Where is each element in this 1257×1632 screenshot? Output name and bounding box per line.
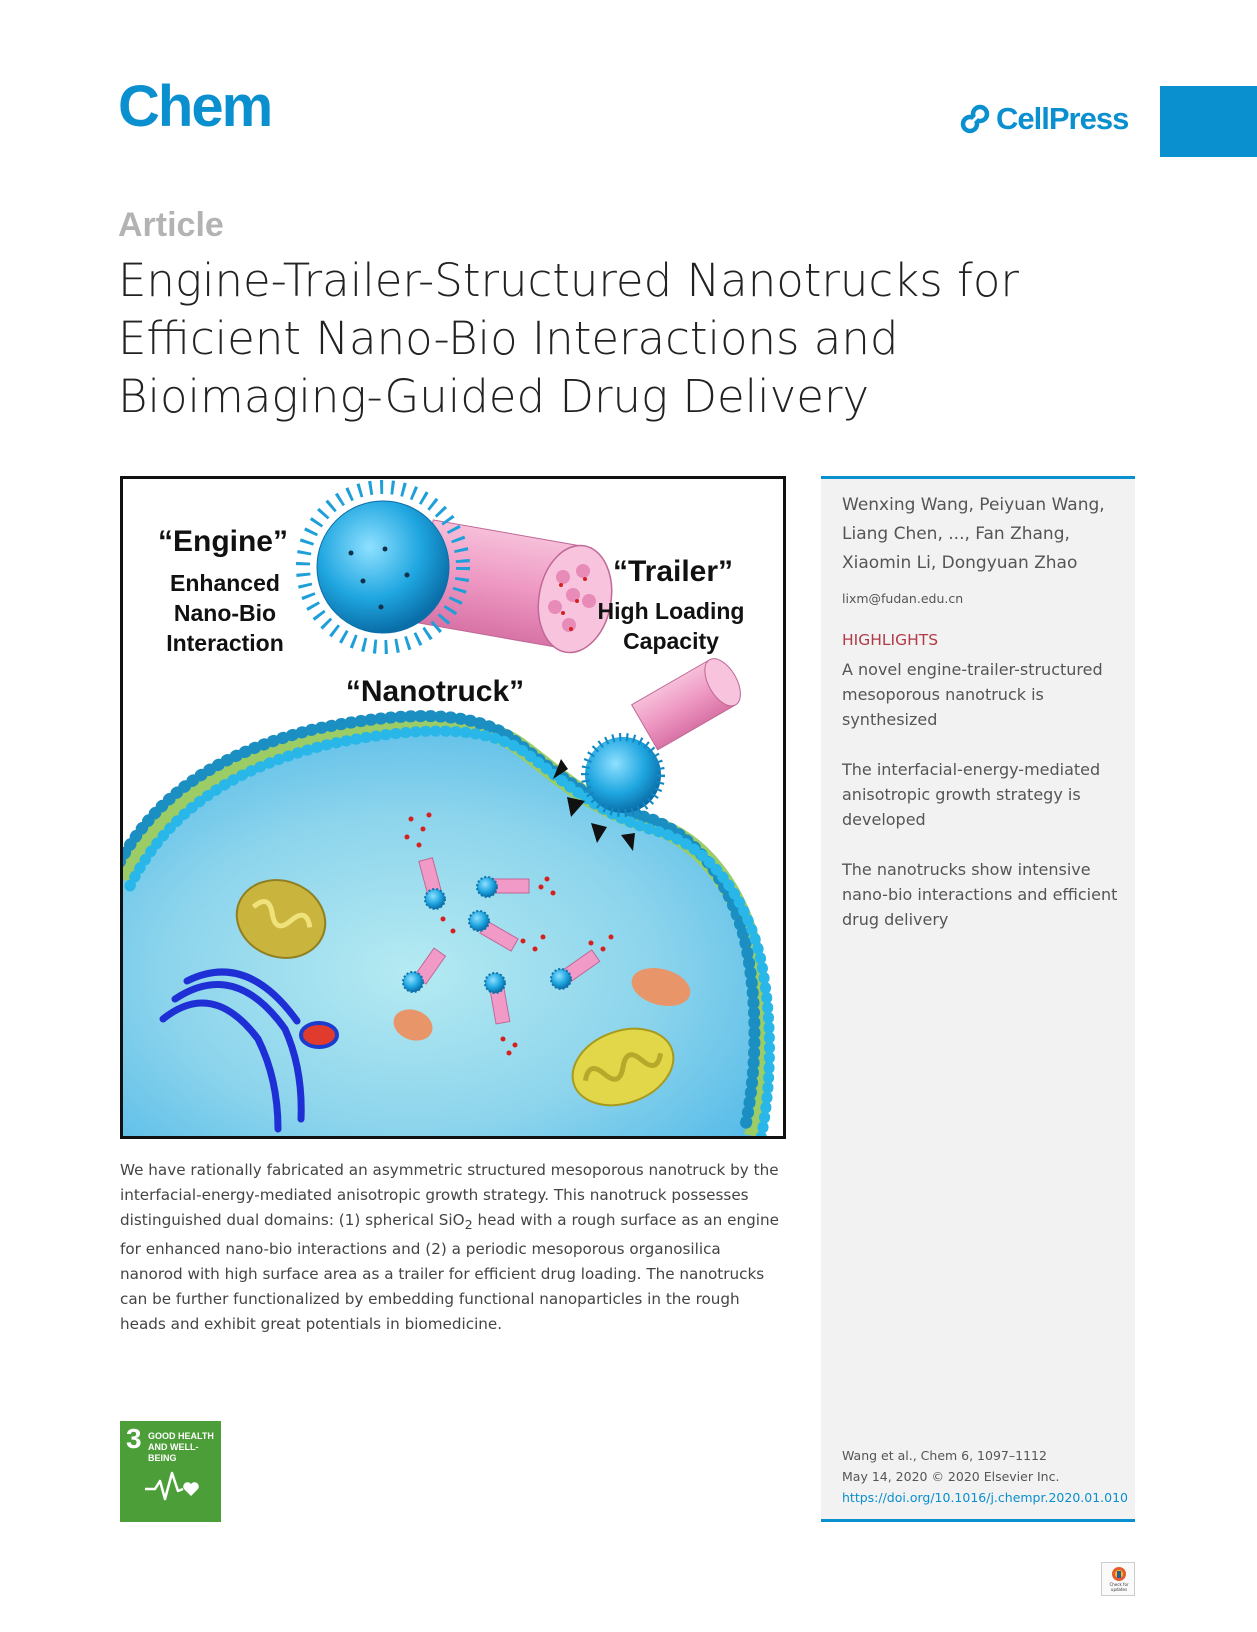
- nucleus-icon: [301, 1023, 337, 1047]
- graphical-abstract-summary: [120, 1158, 780, 1337]
- highlight-item: A novel engine-trailer-structured mesoporous nanotruck is synthesized: [842, 660, 1103, 729]
- summary-subscript: 2: [464, 1217, 473, 1233]
- citation-date: May 14, 2020 © 2020 Elsevier Inc.: [842, 1469, 1060, 1484]
- highlights-heading: HIGHLIGHTS: [842, 631, 939, 649]
- trailer-desc-line2: Capacity: [623, 628, 719, 654]
- article-title: Engine-Trailer-Structured Nanotrucks for Efficient Nano-Bio Interactions and Bioimaging-Guided Drug Delivery: [118, 254, 1019, 423]
- highlight-item: The nanotrucks show intensive nano-bio interactions and efficient drug delivery: [842, 860, 1118, 929]
- engine-label: “Engine”: [157, 525, 289, 558]
- engine-desc-line2: Nano-Bio: [173, 600, 277, 626]
- sdg-number: 3: [126, 1423, 142, 1454]
- author-list: Wenxing Wang, Peiyuan Wang, Liang Chen, ..., Fan Zhang, Xiaomin Li, Dongyuan Zhao: [842, 495, 1105, 573]
- publisher-logo: [960, 103, 1128, 134]
- journal-logo: Chem: [118, 74, 272, 139]
- check-for-updates-label: Check for updates: [1109, 1582, 1129, 1592]
- brand-tab: [1160, 86, 1257, 157]
- engine-desc-line3: Interaction: [166, 630, 284, 656]
- doi-link[interactable]: https://doi.org/10.1016/j.chempr.2020.01.010: [842, 1490, 1128, 1505]
- check-for-updates-button[interactable]: [1101, 1562, 1135, 1596]
- cellpress-icon: [960, 104, 990, 134]
- publisher-name: CellPress: [996, 101, 1129, 136]
- highlights-list: [842, 657, 1127, 957]
- engine-desc-line1: Enhanced: [170, 570, 280, 596]
- citation-reference: Wang et al., Chem 6, 1097–1112: [842, 1448, 1047, 1463]
- bookmark-icon: [1111, 1566, 1127, 1582]
- article-type: Article: [118, 206, 224, 244]
- corresponding-email[interactable]: lixm@fudan.edu.cn: [842, 591, 964, 606]
- highlight-item: The interfacial-energy-mediated anisotropic growth strategy is developed: [842, 760, 1101, 829]
- trailer-desc-line1: High Loading: [597, 598, 745, 624]
- article-sidebar: [821, 476, 1135, 1522]
- sdg-label: GOOD HEALTH AND WELL-BEING: [148, 1431, 214, 1463]
- summary-text-part1: We have rationally fabricated an asymmetric structured mesoporous nanotruck by the interfacial-energy-mediated anisotropic growth strategy. This nanotruck possesses distinguished dual domains: (1) spherical SiO: [120, 1161, 779, 1229]
- nanotruck-label: “Nanotruck”: [345, 675, 525, 708]
- citation-block: [842, 1445, 1128, 1508]
- heartbeat-icon: [145, 1469, 203, 1505]
- graphical-abstract: [120, 476, 786, 1139]
- sdg-badge: [120, 1421, 221, 1522]
- summary-text-part2: head with a rough surface as an engine for enhanced nano-bio interactions and (2) a periodic mesoporous organosilica nanorod with high surface area as a trailer for efficient drug loading. The nanotrucks can be further functionalized by embedding functional nanoparticles in the rough heads and exhibit great potentials in biomedicine.: [120, 1211, 779, 1334]
- trailer-label: “Trailer”: [612, 555, 734, 588]
